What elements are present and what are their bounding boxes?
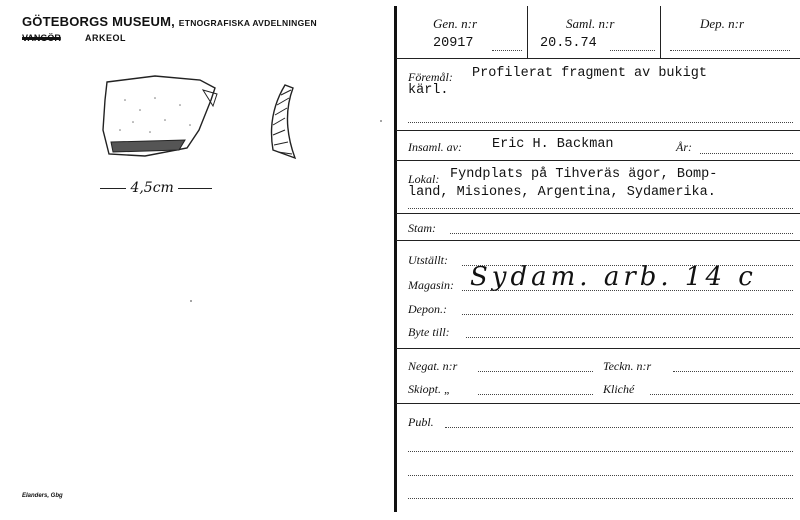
profile-section (272, 85, 296, 158)
dotted-line (408, 208, 793, 209)
saml-label: Saml. n:r (566, 16, 615, 31)
depon-label: Depon.: (408, 302, 447, 316)
dotted-line (478, 371, 593, 372)
lokal-line2: land, Misiones, Argentina, Sydamerika. (408, 185, 716, 200)
lokal-line1: Fyndplats på Tihveräs ägor, Bomp- (450, 167, 718, 182)
speck (190, 300, 192, 302)
row-divider (396, 240, 800, 241)
column-divider (660, 6, 661, 58)
teckn-label: Teckn. n:r (603, 359, 652, 373)
magasin-value: Sydam. arb. 14 c (470, 262, 757, 292)
card-border (394, 6, 397, 512)
printer-mark: Elanders, Gbg (22, 493, 63, 499)
column-divider (527, 6, 528, 58)
struck-label: VANGÖR (22, 33, 61, 43)
dotted-line (408, 498, 793, 499)
fragment-band (111, 140, 185, 152)
foremal-line2: kärl. (408, 83, 449, 98)
dotted-line (673, 371, 793, 372)
museum-name (22, 14, 317, 29)
publ-label: Publ. (408, 415, 434, 429)
dep-label: Dep. n:r (700, 16, 745, 31)
ar-label: År: (676, 140, 692, 154)
stam-label: Stam: (408, 221, 436, 235)
dotted-line (670, 50, 790, 51)
scale-bar (100, 180, 212, 196)
saml-value: 20.5.74 (540, 36, 597, 51)
subdivision-label: ARKEOL (85, 33, 126, 43)
dotted-line (462, 314, 793, 315)
row-divider (396, 58, 800, 59)
dotted-line (408, 122, 793, 123)
foremal-line1: Profilerat fragment av bukigt (472, 66, 707, 81)
kliche-label: Kliché (603, 382, 635, 396)
gen-value: 20917 (433, 36, 474, 51)
dotted-line (445, 427, 793, 428)
utstallt-label: Utställt: (408, 253, 449, 267)
insaml-value: Eric H. Backman (492, 137, 614, 152)
row-divider (396, 130, 800, 131)
museum-title: GÖTEBORGS MUSEUM, (22, 14, 175, 29)
row-divider (396, 160, 800, 161)
insaml-label: Insaml. av: (408, 140, 462, 154)
lokal-label: Lokal: (408, 172, 440, 186)
dotted-line (466, 337, 793, 338)
foremal-label: Föremål: (408, 70, 453, 84)
dotted-line (462, 290, 793, 291)
gen-label: Gen. n:r (433, 16, 478, 31)
dotted-line (478, 394, 593, 395)
row-divider (396, 403, 800, 404)
dotted-line (408, 475, 793, 476)
scale-label: 4,5cm (130, 180, 174, 196)
skiopt-label: Skiopt. „ (408, 382, 451, 396)
department-name: ETNOGRAFISKA AVDELNINGEN (178, 18, 317, 28)
row-divider (396, 348, 800, 349)
magasin-label: Magasin: (408, 278, 454, 292)
dotted-line (700, 153, 793, 154)
row-divider (396, 213, 800, 214)
dotted-line (650, 394, 793, 395)
byte-label: Byte till: (408, 325, 450, 339)
fragment-sketch (95, 70, 315, 170)
speck (380, 120, 382, 122)
dotted-line (408, 451, 793, 452)
negat-label: Negat. n:r (408, 359, 458, 373)
dotted-line (450, 233, 793, 234)
fragment-texture (119, 97, 191, 133)
dotted-line (492, 50, 522, 51)
dotted-line (610, 50, 655, 51)
